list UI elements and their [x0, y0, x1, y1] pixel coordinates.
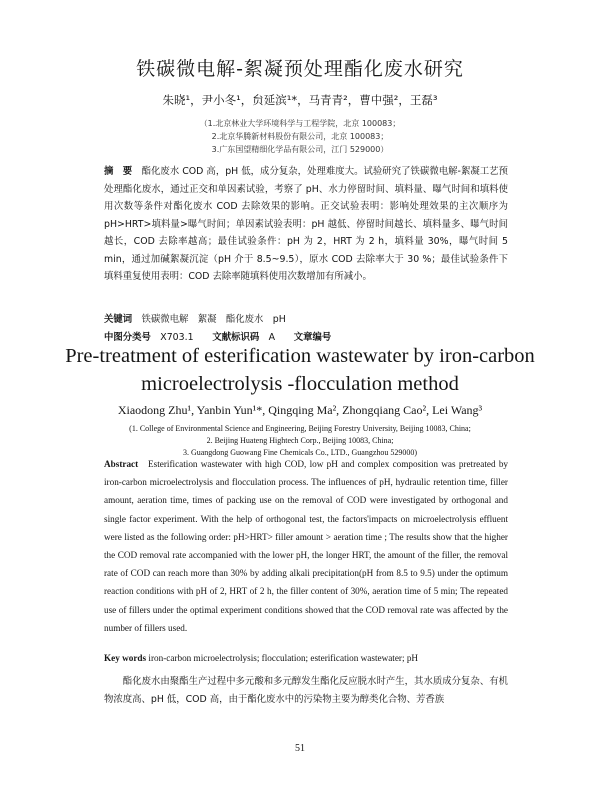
page-number: 51 [295, 743, 305, 754]
english-affiliation-2: 2. Beijing Huateng Hightech Corp., Beijing 10083, China; [206, 436, 394, 445]
english-title-line-2: microelectrolysis -flocculation method [141, 373, 459, 395]
english-affiliation-3: 3. Guangdong Guowang Fine Chemicals Co., LTD., Guangzhou 529000) [182, 448, 418, 457]
english-keywords-text: iron-carbon microelectrolysis; flocculation; esterification wastewater; pH [148, 653, 419, 663]
chinese-affiliation-1: （1.北京林业大学环境科学与工程学院，北京 100083； [199, 119, 401, 128]
chinese-title: 铁碳微电解-絮凝预处理酯化废水研究 [136, 58, 464, 80]
english-authors: Xiaodong Zhu¹, Yanbin Yun¹*, Qingqing Ma², Zhongqiang Cao², Lei Wang³ [117, 403, 483, 417]
english-affiliation-1: (1. College of Environmental Science and Engineering, Beijing Forestry University, Beijing 10083, China; [129, 424, 471, 433]
clc-label: 中图分类号 [104, 332, 151, 343]
chinese-abstract-label: 摘 要 [104, 166, 133, 177]
english-abstract [104, 455, 508, 637]
chinese-keywords [104, 311, 524, 325]
english-abstract-label: Abstract [104, 459, 139, 469]
chinese-keywords-label: 关键词 [104, 314, 133, 325]
doc-code-label: 文献标识码 [212, 332, 260, 343]
chinese-abstract [104, 163, 508, 286]
chinese-authors: 朱晓¹，尹小冬¹，贠延滨¹*，马青青²，曹中强²，王磊³ [162, 93, 438, 107]
english-keywords [104, 653, 524, 663]
chinese-affiliation-2: 2.北京华腾新材料股份有限公司，北京 100083； [211, 132, 389, 141]
article-number-label: 文章编号 [293, 332, 332, 343]
doc-code-value: A [268, 332, 276, 343]
chinese-abstract-text: 酯化废水 COD 高，pH 低，成分复杂，处理难度大。试验研究了铁碳微电解-絮凝工艺预处理酯化废水，通过正交和单因素试验，考察了 pH、水力停留时间、填料量、曝气时间和填料使用次数等条件对酯化废水 COD 去除效果的影响。正交试验表明：影响处理效果的主次顺序为 pH>HRT>填料量>曝气时间；单因素试验表明：pH 越低、停留时间越长、填料量多、曝气时间越长，COD 去除率越高；最佳试验条件：pH 为 2，HRT 为 2 h，填料量 30%，曝气时间 5 min，通过加碱絮凝沉淀（pH 介于 8.5~9.5），原水 COD 去除率大于 30 %；最佳试验条件下填料重复使用表明：COD 去除率随填料使用次数增加有所减小。 [104, 166, 508, 282]
english-abstract-text: Esterification wastewater with high COD, low pH and complex composition was pretreated by iron-carbon microelectrolysis and flocculation process. The influences of pH, hydraulic retention time, filler amount, aeration time, times of packing use on the removal of COD were investigated by orthogonal and single factor experiment. With the help of orthogonal test, the factors'impacts on microelectrolysis effluent were listed as the following order: pH>HRT> filler amount > aeration time ; The results show that the higher the COD removal rate accompanied with the lower pH, the longer HRT, the amount of the filler, the removal rate of COD can reach more than 30% by adding alkali precipitation(pH from 8.5 to 9.5) under the optimum reaction conditions with pH of 2, HRT of 2 h, the filler content of 30%, aeration time of 5 min; The repeated use of fillers under the optimal experiment conditions showed that the COD removal rate was affected by the number of fillers used. [104, 459, 509, 633]
classification-line [104, 329, 524, 343]
chinese-affiliation-3: 3.广东国望精细化学品有限公司，江门 529000） [211, 145, 389, 154]
chinese-keywords-text: 铁碳微电解 絮凝 酯化废水 pH [141, 314, 286, 325]
clc-value: X703.1 [160, 332, 194, 343]
english-keywords-label: Key words [104, 653, 147, 663]
english-title-line-1: Pre-treatment of esterification wastewater by iron-carbon [65, 345, 535, 367]
chinese-body-paragraph: 酯化废水由聚酯生产过程中多元酸和多元醇发生酯化反应脱水时产生，其水质成分复杂、有机物浓度高、pH 低，COD 高，由于酯化废水中的污染物主要为醇类化合物、芳香族 [104, 676, 508, 705]
